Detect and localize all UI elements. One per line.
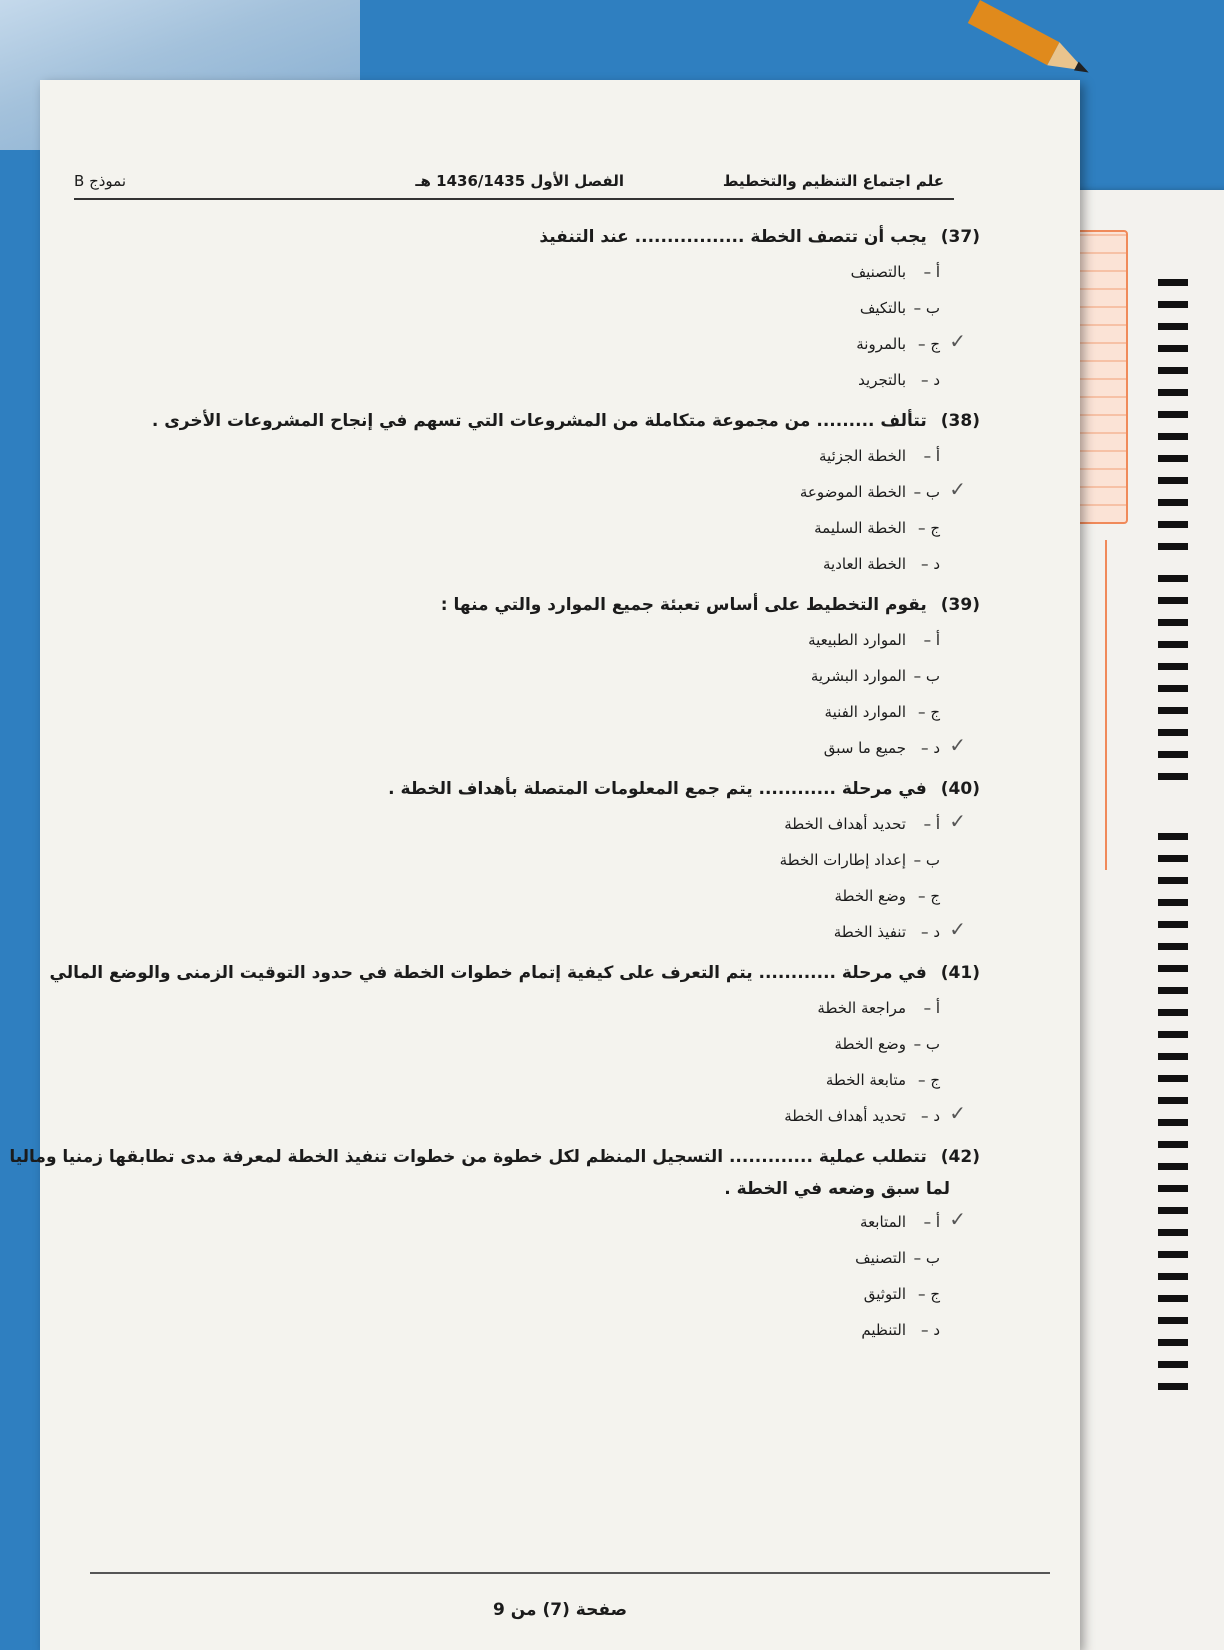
option-text: مراجعة الخطة	[817, 999, 906, 1017]
option-text: متابعة الخطة	[825, 1071, 906, 1089]
answer-option	[100, 622, 980, 658]
option-letter: ب –	[913, 1035, 940, 1053]
answer-option	[100, 290, 980, 326]
option-letter: ب –	[913, 667, 940, 685]
question-text: يقوم التخطيط على أساس تعبئة جميع الموارد والتي منها :	[440, 595, 927, 615]
question-item	[100, 404, 980, 582]
option-text: بالتجريد	[858, 371, 906, 389]
question-stem	[100, 772, 980, 806]
answer-option	[100, 658, 980, 694]
option-text: تنفيذ الخطة	[833, 923, 906, 941]
option-text: جميع ما سبق	[823, 739, 906, 757]
option-letter: ب –	[913, 299, 940, 317]
questions-area	[9, 220, 980, 1354]
option-text: الموارد الفنية	[824, 703, 906, 721]
question-text: تتألف ......... من مجموعة متكاملة من المشروعات التي تسهم في إنجاح المشروعات الأخرى .	[151, 411, 927, 431]
question-text: يجب أن تتصف الخطة ................. عند التنفيذ	[539, 227, 927, 247]
option-letter: د –	[921, 555, 940, 573]
option-text: الخطة السليمة	[814, 519, 906, 537]
option-letter: ج –	[918, 887, 940, 905]
option-text: وضع الخطة	[834, 1035, 906, 1053]
question-text-continued: لما سبق وضعه في الخطة .	[724, 1179, 950, 1199]
answer-option	[100, 1098, 980, 1134]
option-letter: ج –	[918, 1285, 940, 1303]
option-text: المتابعة	[860, 1213, 906, 1231]
option-text: بالتكيف	[859, 299, 906, 317]
timing-marks	[1158, 560, 1188, 780]
pencil	[968, 0, 1104, 89]
answer-option	[100, 438, 980, 474]
handwritten-check-icon: ✓	[949, 733, 966, 757]
option-letter: أ –	[923, 1213, 940, 1231]
answer-option	[100, 1312, 980, 1348]
option-letter: ب –	[913, 483, 940, 501]
answer-option	[100, 362, 980, 398]
page-header	[74, 168, 954, 200]
handwritten-check-icon: ✓	[949, 477, 966, 501]
term-label: الفصل الأول 1436/1435 هـ	[415, 172, 624, 190]
option-letter: أ –	[923, 447, 940, 465]
question-number: (39)	[940, 595, 980, 615]
question-number: (41)	[940, 963, 980, 983]
option-letter: د –	[921, 1321, 940, 1339]
question-number: (42)	[940, 1147, 980, 1167]
option-text: الموارد البشرية	[810, 667, 906, 685]
question-text: في مرحلة ............ يتم جمع المعلومات المتصلة بأهداف الخطة .	[388, 779, 927, 799]
option-letter: د –	[921, 923, 940, 941]
option-text: الموارد الطبيعية	[808, 631, 906, 649]
answer-option	[100, 878, 980, 914]
option-text: التصنيف	[855, 1249, 906, 1267]
option-text: إعداد إطارات الخطة	[779, 851, 906, 869]
question-number: (37)	[940, 227, 980, 247]
handwritten-check-icon: ✓	[949, 917, 966, 941]
question-text: تتطلب عملية ............. التسجيل المنظم لكل خطوة من خطوات تنفيذ الخطة لمعرفة مدى تطابقها زمنيا وماليا	[9, 1147, 927, 1167]
option-letter: د –	[921, 739, 940, 757]
option-text: الخطة العادية	[823, 555, 906, 573]
question-item	[100, 588, 980, 766]
question-stem	[100, 588, 980, 622]
question-stem	[49, 956, 980, 990]
option-letter: ج –	[918, 519, 940, 537]
option-text: تحديد أهداف الخطة	[784, 815, 906, 833]
option-text: الخطة الجزئية	[819, 447, 906, 465]
question-item	[49, 956, 980, 1134]
option-text: الخطة الموضوعة	[799, 483, 906, 501]
answer-option	[100, 1276, 980, 1312]
question-item	[9, 1140, 980, 1348]
question-stem	[100, 220, 980, 254]
answer-option	[100, 806, 980, 842]
model-label: نموذج B	[74, 172, 127, 190]
answer-option	[100, 842, 980, 878]
handwritten-check-icon: ✓	[949, 1101, 966, 1125]
answer-option	[100, 1240, 980, 1276]
question-stem	[9, 1140, 980, 1174]
option-letter: ج –	[918, 335, 940, 353]
timing-marks	[1158, 830, 1188, 1390]
question-number: (40)	[940, 779, 980, 799]
exam-page	[9, 80, 1080, 1650]
option-text: التوثيق	[863, 1285, 906, 1303]
answer-option	[100, 914, 980, 950]
answer-option	[100, 990, 980, 1026]
handwritten-check-icon: ✓	[949, 329, 966, 353]
question-text: في مرحلة ............ يتم التعرف على كيفية إتمام خطوات الخطة في حدود التوقيت الزمنى والوضع المالي	[49, 963, 927, 983]
question-number: (38)	[940, 411, 980, 431]
answer-option	[100, 1062, 980, 1098]
question-stem	[100, 404, 980, 438]
option-letter: ب –	[913, 851, 940, 869]
option-text: التنظيم	[861, 1321, 906, 1339]
answer-option	[100, 326, 980, 362]
handwritten-check-icon: ✓	[949, 1207, 966, 1231]
option-letter: أ –	[923, 815, 940, 833]
option-letter: ج –	[918, 703, 940, 721]
page-number: صفحة (7) من 9	[492, 1600, 628, 1620]
answer-option	[100, 254, 980, 290]
option-letter: ج –	[918, 1071, 940, 1089]
answer-option	[100, 546, 980, 582]
handwritten-check-icon: ✓	[949, 809, 966, 833]
footer-divider	[90, 1572, 1050, 1574]
option-text: وضع الخطة	[834, 887, 906, 905]
answer-option	[100, 730, 980, 766]
option-letter: ب –	[913, 1249, 940, 1267]
option-text: بالتصنيف	[850, 263, 906, 281]
answer-option	[100, 474, 980, 510]
answer-option	[100, 1204, 980, 1240]
option-letter: د –	[921, 371, 940, 389]
answer-option	[100, 1026, 980, 1062]
course-title: علم اجتماع التنظيم والتخطيط	[722, 172, 944, 190]
option-letter: أ –	[923, 631, 940, 649]
option-text: تحديد أهداف الخطة	[784, 1107, 906, 1125]
option-text: بالمرونة	[856, 335, 906, 353]
question-item	[100, 772, 980, 950]
timing-marks	[1158, 270, 1188, 550]
option-letter: أ –	[923, 263, 940, 281]
question-item	[100, 220, 980, 398]
answer-option	[100, 694, 980, 730]
answer-option	[100, 510, 980, 546]
option-letter: د –	[921, 1107, 940, 1125]
option-letter: أ –	[923, 999, 940, 1017]
